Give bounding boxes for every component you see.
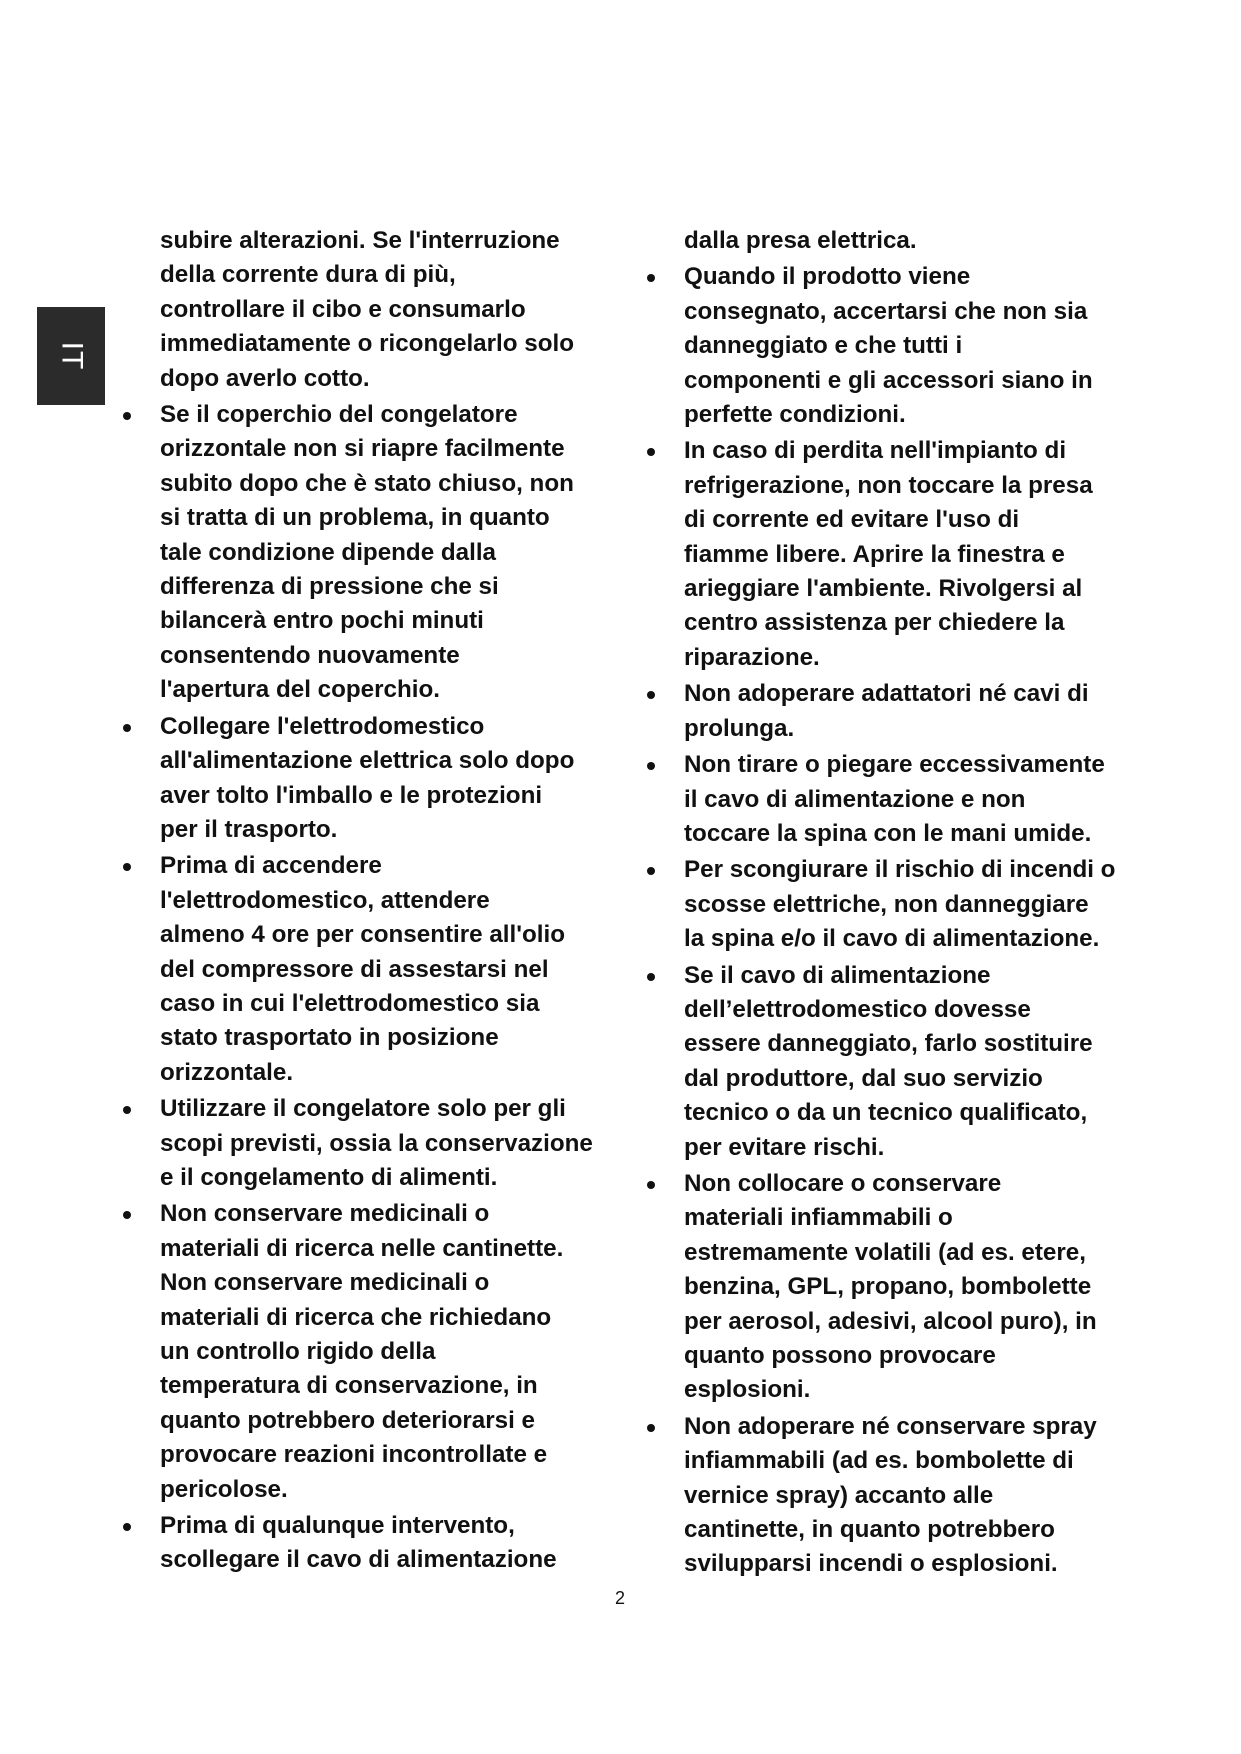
bullet-list [644,260,1144,1581]
page-number: 2 [614,1588,625,1608]
left-column [120,224,620,1578]
list-item: Collegare l'elettrodomestico all'alimentazione elettrica solo dopo aver tolto l'imballo e le protezioni per il trasporto. [120,710,620,848]
list-item: Se il coperchio del congelatore orizzontale non si riapre facilmente subito dopo che è stato chiuso, non si tratta di un problema, in quanto tale condizione dipende dalla differenza di pressione che si bilancerà entro pochi minuti consentendo nuovamente l'apertura del coperchio. [120,398,620,708]
language-tab [37,307,105,405]
list-item: Prima di qualunque intervento, scollegare il cavo di alimentazione [120,1509,620,1578]
list-item: In caso di perdita nell'impianto di refrigerazione, non toccare la presa di corrente ed evitare l'uso di fiamme libere. Aprire la finestra e arieggiare l'ambiente. Rivolgersi al centro assistenza per chiedere la riparazione. [644,434,1144,675]
list-item: Non tirare o piegare eccessivamente il cavo di alimentazione e non toccare la spina con le mani umide. [644,748,1144,851]
continued-paragraph: dalla presa elettrica. [684,227,917,254]
right-column [644,224,1144,1582]
list-item: Prima di accendere l'elettrodomestico, attendere almeno 4 ore per consentire all'olio del compressore di assestarsi nel caso in cui l'elettrodomestico sia stato trasportato in posizione orizzontale. [120,849,620,1090]
list-item: Non adoperare né conservare spray infiammabili (ad es. bombolette di vernice spray) accanto alle cantinette, in quanto potrebbero svilupparsi incendi o esplosioni. [644,1410,1144,1582]
continued-paragraph: subire alterazioni. Se l'interruzione della corrente dura di più, controllare il cibo e consumarlo immediatamente o ricongelarlo solo dopo averlo cotto. [160,227,574,392]
bullet-list [120,398,620,1578]
list-item: Quando il prodotto viene consegnato, accertarsi che non sia danneggiato e che tutti i componenti e gli accessori siano in perfette condizioni. [644,260,1144,432]
list-item: Non adoperare adattatori né cavi di prolunga. [644,677,1144,746]
list-item: Non conservare medicinali o materiali di ricerca nelle cantinette. Non conservare medicinali o materiali di ricerca che richiedano un controllo rigido della temperatura di conservazione, in quanto potrebbero deteriorarsi e provocare reazioni incontrollate e pericolose. [120,1197,620,1507]
language-tab-label: IT [54,341,88,371]
list-item: Non collocare o conservare materiali infiammabili o estremamente volatili (ad es. etere, benzina, GPL, propano, bombolette per aerosol, adesivi, alcool puro), in quanto possono provocare esplosioni. [644,1167,1144,1408]
list-item: Per scongiurare il rischio di incendi o scosse elettriche, non danneggiare la spina e/o il cavo di alimentazione. [644,853,1144,956]
list-item: Utilizzare il congelatore solo per gli scopi previsti, ossia la conservazione e il congelamento di alimenti. [120,1092,620,1195]
list-item: Se il cavo di alimentazione dell’elettrodomestico dovesse essere danneggiato, farlo sostituire dal produttore, dal suo servizio tecnico o da un tecnico qualificato, per evitare rischi. [644,959,1144,1165]
